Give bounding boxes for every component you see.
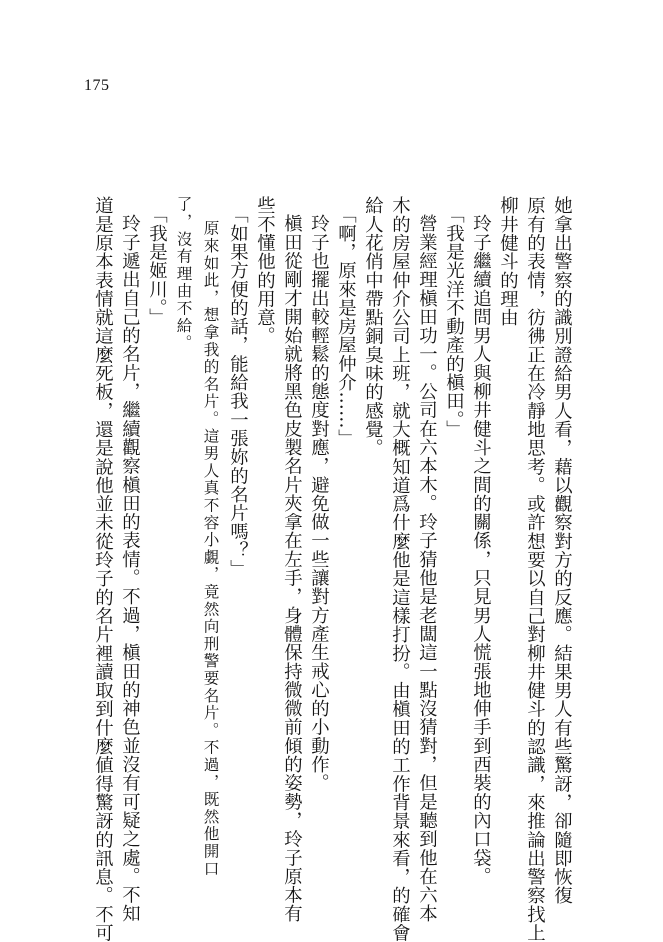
text-column-6: 營業經理槇田功一。公司在六本木。玲子猜他是老闆這一點沒猜對，但是聽到他在六本 <box>416 214 438 923</box>
text-column-14: 原來如此，想拿我的名片。這男人真不容小覷，竟然向刑警要名片。不過，既然他開口 <box>201 220 220 878</box>
text-column-2: 原有的表情，彷彿正在冷靜地思考。或許想要以自己對柳井健斗的認識，來推論出警察找上 <box>524 196 546 942</box>
text-column-11: 槇田從剛才開始就將黑色皮製名片夾拿在左手，身體保持微微前傾的姿勢，玲子原本有 <box>281 214 303 923</box>
text-column-16: 「我是姬川。」 <box>146 205 168 327</box>
text-column-7: 木的房屋仲介公司上班，就大概知道爲什麼他是這樣打扮。由槇田的工作背景來看，的確會 <box>389 196 411 942</box>
text-column-3: 柳井健斗的理由 <box>497 196 519 327</box>
text-column-1: 她拿出警察的識別證給男人看，藉以觀察對方的反應。結果男人有些驚訝，卻隨即恢復 <box>551 196 573 905</box>
text-column-15: 了，沒有理由不給。 <box>174 196 193 352</box>
text-column-18: 道是原本表情就這麼死板，還是說他並未從玲子的名片裡讀取到什麼値得驚訝的訊息。不可 <box>92 196 114 942</box>
text-column-8: 給人花俏中帶點銅臭味的感覺。 <box>362 196 384 458</box>
text-column-5: 「我是光洋不動產的槇田。」 <box>443 205 465 439</box>
text-column-17: 玲子遞出自己的名片，繼續觀察槇田的表情。不過，槇田的神色並沒有可疑之處。不知 <box>119 214 141 923</box>
page-number: 175 <box>84 77 110 94</box>
text-column-13: 「如果方便的話，能給我一張妳的名片嗎？」 <box>227 205 249 578</box>
text-column-4: 玲子繼續追問男人與柳井健斗之間的關係，只見男人慌張地伸手到西裝的內口袋。 <box>470 214 492 886</box>
text-column-9: 「啊，原來是房屋仲介……」 <box>335 205 357 448</box>
text-column-10: 玲子也擺出較輕鬆的態度對應，避免做一些讓對方產生戒心的小動作。 <box>308 214 330 793</box>
text-column-12: 些不懂他的用意。 <box>254 196 276 346</box>
